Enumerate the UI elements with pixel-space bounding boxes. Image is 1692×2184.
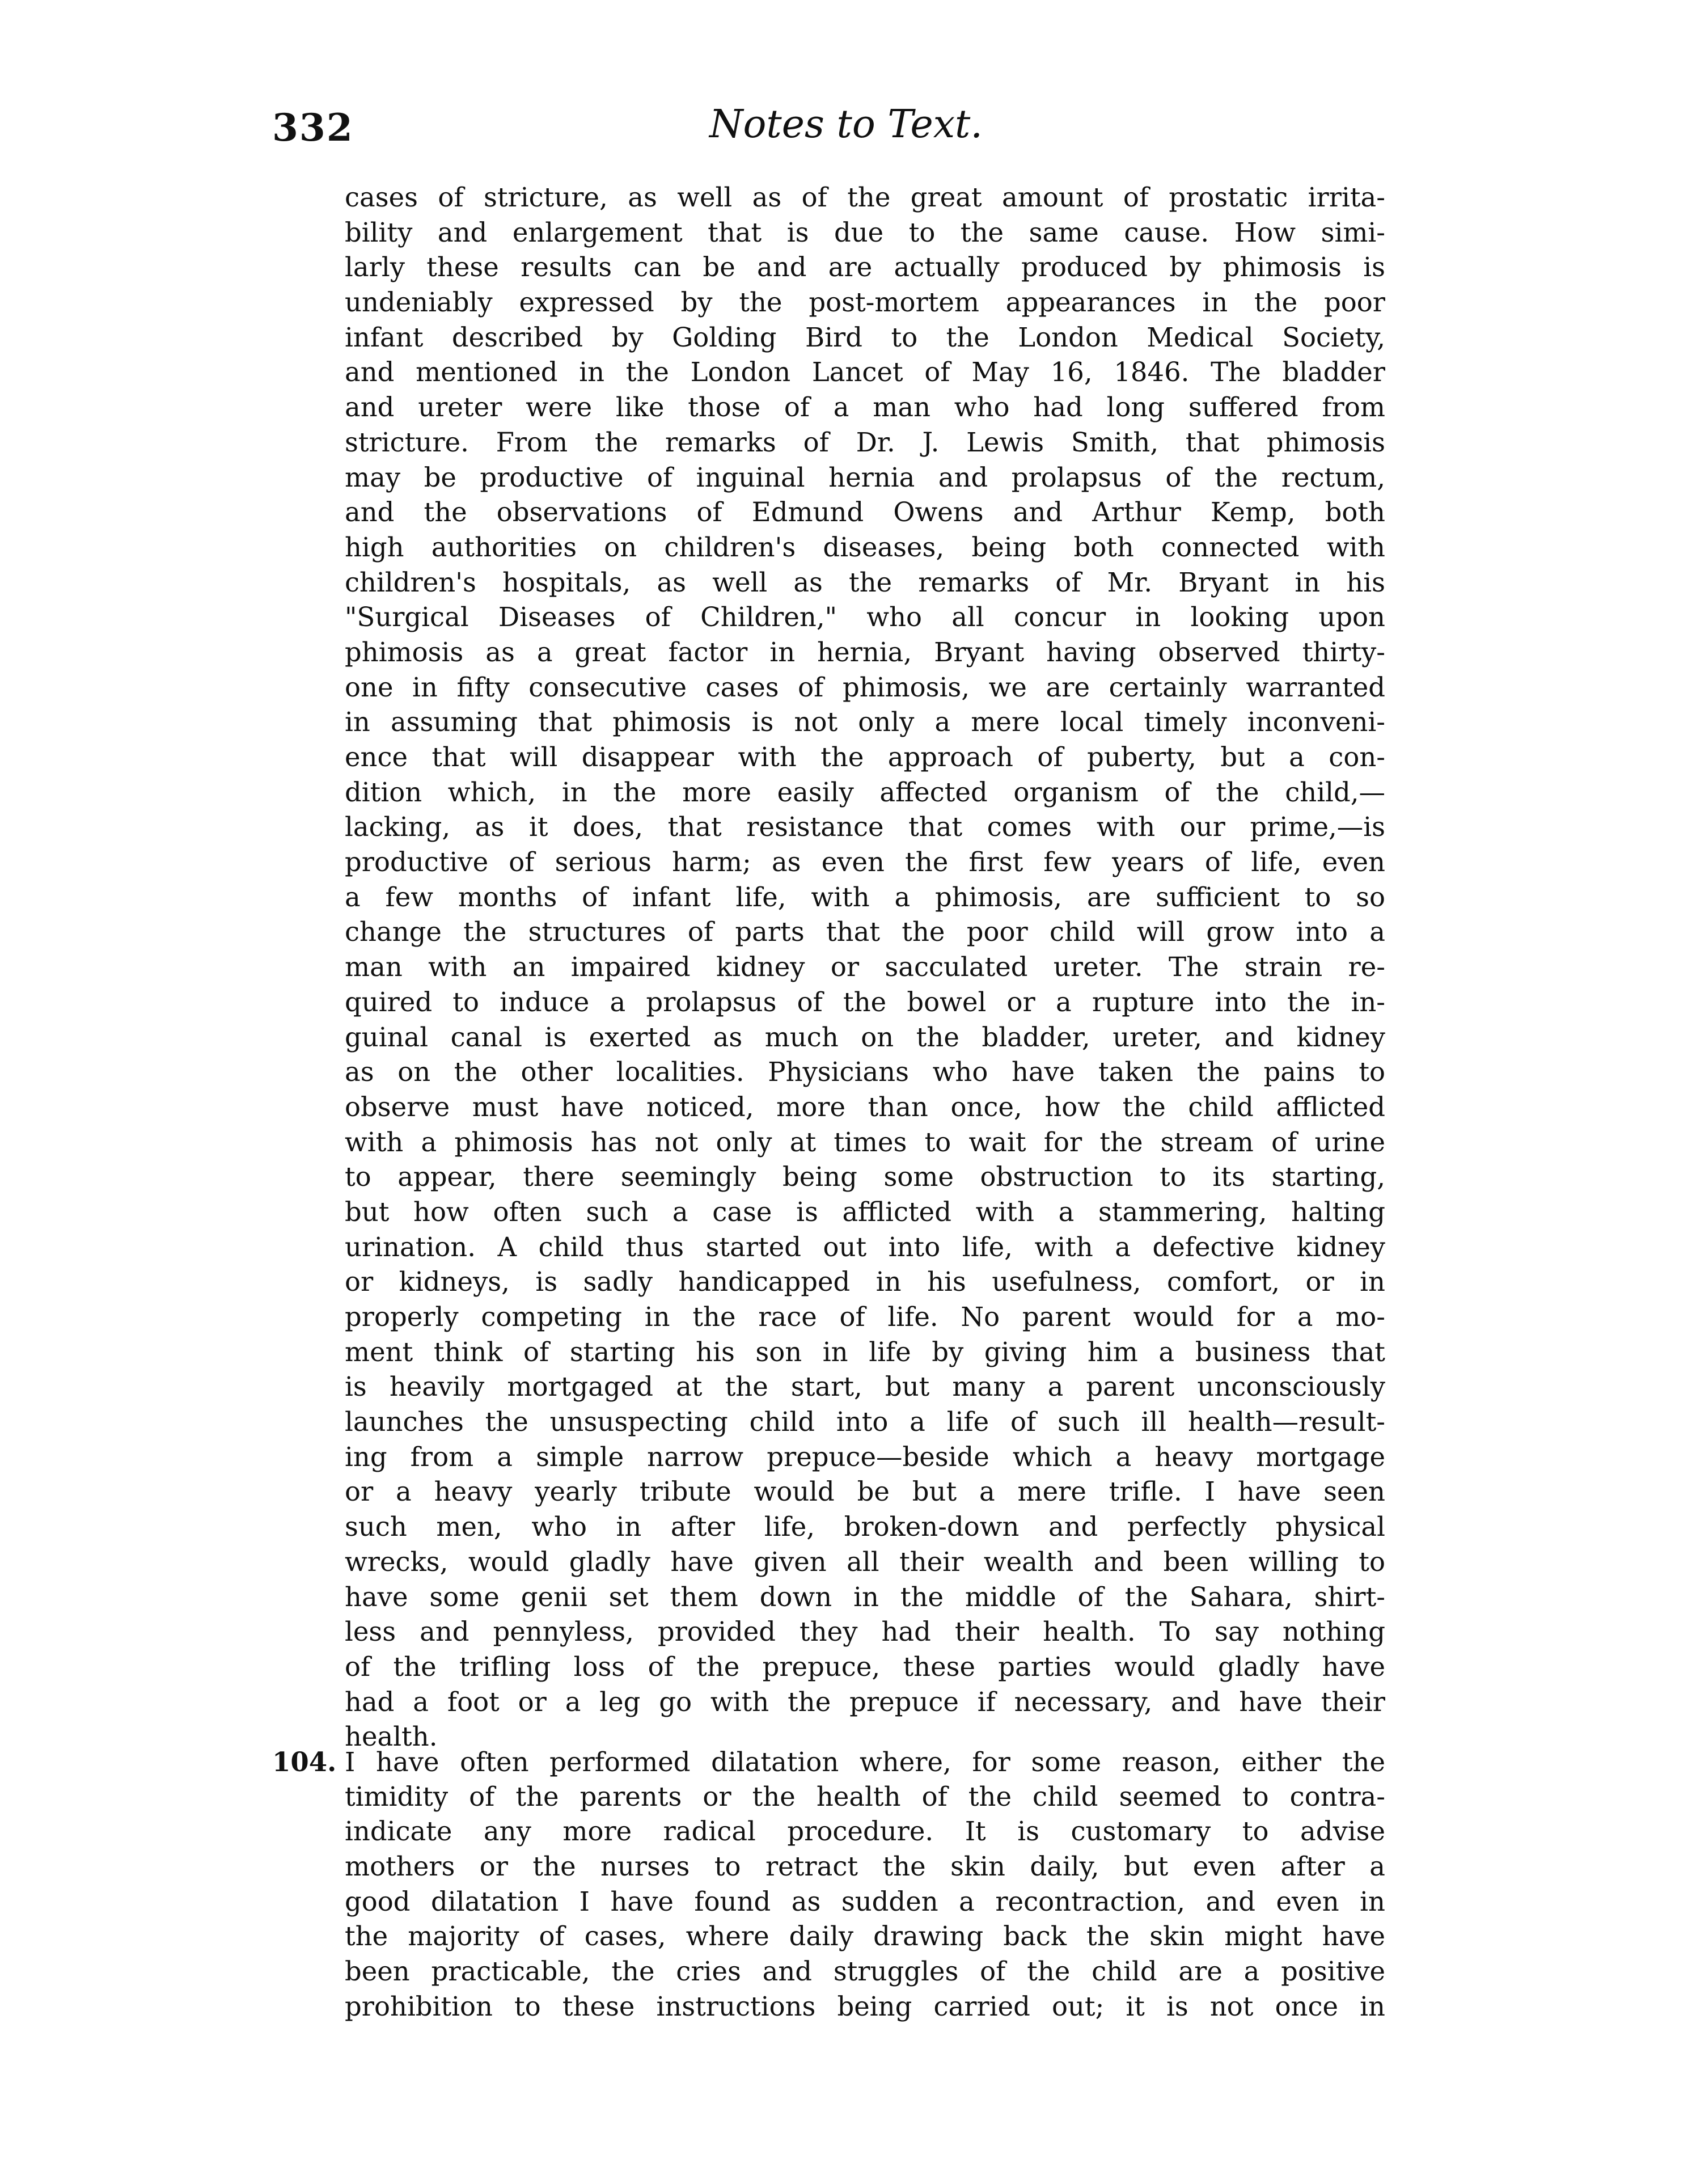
text-line: may be productive of inguinal hernia and prolapsus of the rectum, (345, 462, 1385, 493)
text-line: I have often performed dilatation where, for some reason, either the (345, 1747, 1385, 1777)
text-line: bility and enlargement that is due to the same cause. How simi- (345, 217, 1385, 248)
text-line: dition which, in the more easily affected organism of the child,— (345, 776, 1385, 808)
text-line: timidity of the parents or the health of the child seemed to contra- (345, 1781, 1385, 1812)
text-line: urination. A child thus started out into life, with a defective kidney (345, 1231, 1385, 1262)
text-line: been practicable, the cries and struggles of the child are a positive (345, 1956, 1385, 1987)
text-line: less and pennyless, provided they had their health. To say nothing (345, 1616, 1385, 1647)
text-line: and the observations of Edmund Owens and Arthur Kemp, both (345, 497, 1385, 528)
text-line: have some genii set them down in the middle of the Sahara, shirt- (345, 1581, 1385, 1612)
text-line: change the structures of parts that the poor child will grow into a (345, 916, 1385, 948)
text-line: larly these results can be and are actually produced by phimosis is (345, 252, 1385, 283)
text-line: ment think of starting his son in life by giving him a business that (345, 1336, 1385, 1367)
note-first-line (272, 1744, 1385, 1780)
text-line: productive of serious harm; as even the first few years of life, even (345, 847, 1385, 878)
text-line: infant described by Golding Bird to the London Medical Society, (345, 322, 1385, 353)
text-line: lacking, as it does, that resistance that comes with our prime,—is (345, 812, 1385, 843)
text-line: a few months of infant life, with a phimosis, are sufficient to so (345, 881, 1385, 913)
note-body (345, 1780, 1385, 2025)
text-line: with a phimosis has not only at times to wait for the stream of urine (345, 1126, 1385, 1158)
text-line: to appear, there seemingly being some obstruction to its starting, (345, 1161, 1385, 1193)
text-line: observe must have noticed, more than once, how the child afflicted (345, 1091, 1385, 1122)
note-number: 104. (272, 1746, 337, 1777)
text-line: phimosis as a great factor in hernia, Bryant having observed thirty- (345, 636, 1385, 668)
text-line: mothers or the nurses to retract the skin daily, but even after a (345, 1851, 1385, 1882)
text-line: indicate any more radical procedure. It is customary to advise (345, 1816, 1385, 1847)
text-line: man with an impaired kidney or sacculated ureter. The strain re- (345, 952, 1385, 983)
text-line: children's hospitals, as well as the remarks of Mr. Bryant in his (345, 567, 1385, 598)
text-line: and ureter were like those of a man who had long suffered from (345, 392, 1385, 423)
text-line: high authorities on children's diseases, being both connected with (345, 531, 1385, 563)
text-line: or kidneys, is sadly handicapped in his usefulness, comfort, or in (345, 1266, 1385, 1298)
text-line: stricture. From the remarks of Dr. J. Lewis Smith, that phimosis (345, 426, 1385, 458)
text-line: wrecks, would gladly have given all their wealth and been willing to (345, 1546, 1385, 1577)
text-line: such men, who in after life, broken-down and perfectly physical (345, 1511, 1385, 1543)
text-line: as on the other localities. Physicians who have taken the pains to (345, 1057, 1385, 1088)
text-line: had a foot or a leg go with the prepuce if necessary, and have their (345, 1686, 1385, 1717)
running-title: Notes to Text. (709, 102, 983, 147)
text-line: launches the unsuspecting child into a life of such ill health—result- (345, 1406, 1385, 1438)
text-line: or a heavy yearly tribute would be but a mere trifle. I have seen (345, 1476, 1385, 1507)
text-line: health. (345, 1721, 438, 1752)
text-line: of the trifling loss of the prepuce, these parties would gladly have (345, 1651, 1385, 1682)
text-line: "Surgical Diseases of Children," who all concur in looking upon (345, 602, 1385, 633)
text-line: one in fifty consecutive cases of phimosis, we are certainly warranted (345, 671, 1385, 703)
text-line: properly competing in the race of life. No parent would for a mo- (345, 1302, 1385, 1332)
note-104 (272, 1744, 1385, 2025)
text-line: in assuming that phimosis is not only a mere local timely inconveni- (345, 707, 1385, 738)
text-line: the majority of cases, where daily drawing back the skin might have (345, 1921, 1385, 1952)
text-line: quired to induce a prolapsus of the bowel or a rupture into the in- (345, 986, 1385, 1017)
text-line: prohibition to these instructions being carried out; it is not once in (345, 1991, 1385, 2022)
text-line: but how often such a case is afflicted with a stammering, halting (345, 1196, 1385, 1227)
continued-paragraph (345, 180, 1385, 1755)
text-line: guinal canal is exerted as much on the bladder, ureter, and kidney (345, 1021, 1385, 1053)
text-line: cases of stricture, as well as of the great amount of prostatic irrita- (345, 182, 1385, 213)
page-number: 332 (272, 105, 354, 150)
text-line: and mentioned in the London Lancet of May 16, 1846. The bladder (345, 357, 1385, 388)
text-line: good dilatation I have found as sudden a recontraction, and even in (345, 1886, 1385, 1917)
text-line: undeniably expressed by the post-mortem appearances in the poor (345, 287, 1385, 318)
text-line: ing from a simple narrow prepuce—beside which a heavy mortgage (345, 1441, 1385, 1472)
text-line: is heavily mortgaged at the start, but many a parent unconsciously (345, 1371, 1385, 1403)
text-line: ence that will disappear with the approach of puberty, but a con- (345, 742, 1385, 772)
